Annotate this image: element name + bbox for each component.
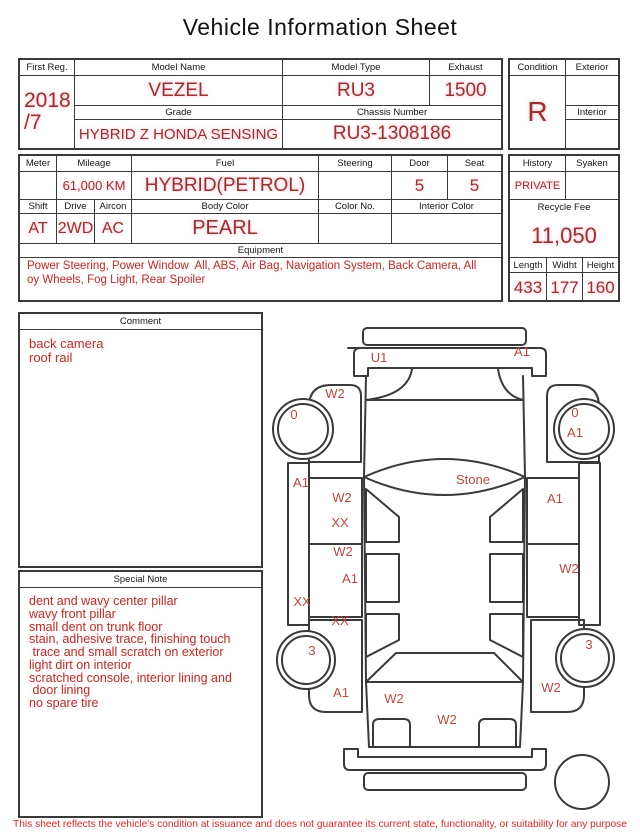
- damage-mark-a1: A1: [547, 491, 563, 506]
- tailgate-recess-right: [479, 719, 516, 747]
- drive-label: Drive: [57, 200, 95, 214]
- damage-mark-w2: W2: [332, 490, 352, 505]
- comment-line: back camera: [29, 336, 104, 351]
- front-right-wheel: [554, 399, 614, 459]
- drive-value: 2WD: [57, 214, 95, 244]
- comment-line: roof rail: [29, 349, 73, 365]
- special-note-line: dent and wavy center pillar: [29, 594, 178, 608]
- condition-value: R: [510, 76, 566, 148]
- special-note-header: Special Note: [20, 572, 261, 588]
- equipment-line-2: oy Wheels, Fog Light, Rear Spoiler: [27, 273, 206, 286]
- width-label: Widht: [547, 258, 583, 273]
- left-a-pillar: [366, 369, 412, 400]
- damage-mark-xx: XX: [331, 515, 349, 530]
- model-name-value: VEZEL: [75, 76, 283, 106]
- identity-table: [18, 58, 503, 150]
- first-reg-year: 2018: [24, 89, 71, 113]
- interior-color-value: [392, 214, 501, 244]
- model-type-value: RU3: [283, 76, 430, 106]
- mileage-label: Mileage: [57, 156, 132, 172]
- body-color-label: Body Color: [132, 200, 319, 214]
- right-rear-window: [490, 554, 523, 602]
- syaken-label: Syaken: [566, 156, 618, 172]
- recycle-fee-section: [510, 200, 618, 258]
- height-value: 160: [586, 277, 615, 297]
- left-front-window: [366, 489, 399, 542]
- steering-value: [319, 172, 392, 200]
- special-note-line: small dent on trunk floor: [29, 619, 163, 634]
- damage-mark-w2: W2: [333, 544, 353, 559]
- grade-value: HYBRID Z HONDA SENSING: [75, 120, 283, 148]
- body-color-value: PEARL: [132, 214, 319, 244]
- first-reg-label: First Reg.: [20, 60, 75, 76]
- color-no-label: Color No.: [319, 200, 392, 214]
- special-note-line: scratched console, interior lining and: [29, 670, 232, 685]
- damage-mark-xx: XX: [293, 594, 311, 609]
- fuel-label: Fuel: [132, 156, 319, 172]
- special-note-lines: [20, 588, 261, 717]
- interior-label: Interior: [566, 106, 618, 120]
- rear-glass: [366, 653, 523, 682]
- damage-mark-a1: A1: [293, 475, 309, 490]
- damage-mark-w2: W2: [437, 712, 457, 727]
- shift-value: AT: [20, 214, 57, 244]
- damage-mark-a1: A1: [342, 571, 358, 586]
- length-value: 433: [510, 273, 547, 302]
- fuel-value: HYBRID(PETROL): [132, 172, 319, 200]
- dimensions-section: [510, 258, 618, 302]
- steering-label: Steering: [319, 156, 392, 172]
- page-title: Vehicle Information Sheet: [182, 14, 458, 40]
- exterior-label: Exterior: [566, 60, 618, 76]
- right-sill: [579, 463, 600, 625]
- door-value: 5: [392, 172, 448, 200]
- meter-value: [20, 172, 57, 200]
- aircon-value: AC: [95, 214, 132, 244]
- exterior-value: [566, 76, 618, 106]
- model-name-label: Model Name: [75, 60, 283, 76]
- equipment-text: [20, 258, 501, 300]
- condition-panel: [508, 58, 620, 150]
- color-no-value: [319, 214, 392, 244]
- comment-lines: [20, 330, 261, 371]
- special-note-line: trace and small scratch on exterior: [29, 645, 224, 659]
- recycle-fee-label: Recycle Fee: [537, 202, 591, 213]
- comment-box: [18, 312, 263, 568]
- damage-mark-a1: A1: [514, 344, 530, 359]
- damage-mark-0: 0: [571, 405, 579, 420]
- special-note-line: stain, adhesive trace, finishing touch: [29, 632, 231, 647]
- interior-value: [566, 120, 618, 148]
- front-left-wheel: [273, 399, 333, 459]
- right-quarter-window: [490, 614, 523, 657]
- damage-mark-w2: W2: [559, 561, 579, 576]
- damage-mark-0: 0: [290, 407, 298, 422]
- special-note-line: door lining: [29, 683, 91, 698]
- seat-value: 5: [448, 172, 501, 200]
- windshield-lens: [364, 459, 525, 495]
- interior-color-label: Interior Color: [392, 200, 501, 214]
- condition-label: Condition: [510, 60, 566, 76]
- left-quarter-window: [366, 614, 399, 657]
- damage-mark-stone: Stone: [456, 472, 490, 487]
- special-note-line: no spare tire: [29, 696, 99, 710]
- right-a-pillar: [498, 369, 523, 400]
- first-reg-value: [20, 76, 75, 148]
- right-front-window: [490, 489, 523, 542]
- seat-label: Seat: [448, 156, 501, 172]
- width-value: 177: [547, 273, 583, 302]
- damage-mark-w2: W2: [541, 680, 561, 695]
- damage-mark-w2: W2: [384, 691, 404, 706]
- mileage-value: 61,000 KM: [57, 172, 132, 200]
- equipment-label: Equipment: [20, 244, 501, 258]
- disclaimer-text: This sheet reflects the vehicle's condition at issuance and does not guarantee its current state, functionality, or suitability for any purpose: [13, 819, 627, 830]
- syaken-value: [566, 172, 618, 200]
- first-reg-month: /7: [24, 111, 42, 134]
- grade-label: Grade: [75, 106, 283, 120]
- history-value: PRIVATE: [510, 172, 566, 200]
- damage-mark-a1: A1: [333, 685, 349, 700]
- aircon-label: Aircon: [95, 200, 132, 214]
- recycle-fee-value: 11,050: [531, 223, 597, 248]
- shift-label: Shift: [20, 200, 57, 214]
- height-label: Height: [583, 258, 618, 273]
- rear-left-wheel: [277, 631, 335, 689]
- special-note-line: light dirt on interior: [29, 657, 132, 672]
- damage-mark-3: 3: [308, 643, 316, 658]
- comment-header: Comment: [20, 314, 261, 330]
- model-type-label: Model Type: [283, 60, 430, 76]
- damage-mark-w2: W2: [325, 386, 345, 401]
- damage-mark-3: 3: [585, 637, 593, 652]
- car-damage-diagram: [268, 303, 640, 815]
- special-note-line: wavy front pillar: [29, 606, 116, 621]
- spare-tire: [555, 755, 609, 809]
- length-label: Length: [510, 258, 547, 273]
- spec-table: [18, 154, 503, 302]
- damage-mark-u1: U1: [370, 350, 388, 365]
- damage-mark-xx: XX: [331, 613, 349, 628]
- tailgate-recess-left: [373, 719, 410, 747]
- chassis-number-label: Chassis Number: [283, 106, 501, 120]
- rear-bumper: [344, 749, 546, 770]
- exhaust-label: Exhaust: [430, 60, 501, 76]
- exhaust-value: 1500: [430, 76, 501, 106]
- car-diagram-svg: [268, 303, 640, 815]
- damage-mark-a1: A1: [567, 425, 583, 440]
- equipment-line-1: Power Steering, Power Window All, ABS, Air Bag, Navigation System, Back Camera, All: [27, 260, 477, 272]
- left-rear-window: [366, 554, 399, 602]
- history-label: History: [510, 156, 566, 172]
- history-panel: [508, 154, 620, 302]
- history-syaken-section: [510, 156, 618, 200]
- rear-lower-bar: [364, 773, 526, 790]
- door-label: Door: [392, 156, 448, 172]
- chassis-number-value: RU3-1308186: [332, 123, 452, 144]
- meter-label: Meter: [20, 156, 57, 172]
- front-bumper: [363, 328, 526, 345]
- special-note-box: [18, 570, 263, 818]
